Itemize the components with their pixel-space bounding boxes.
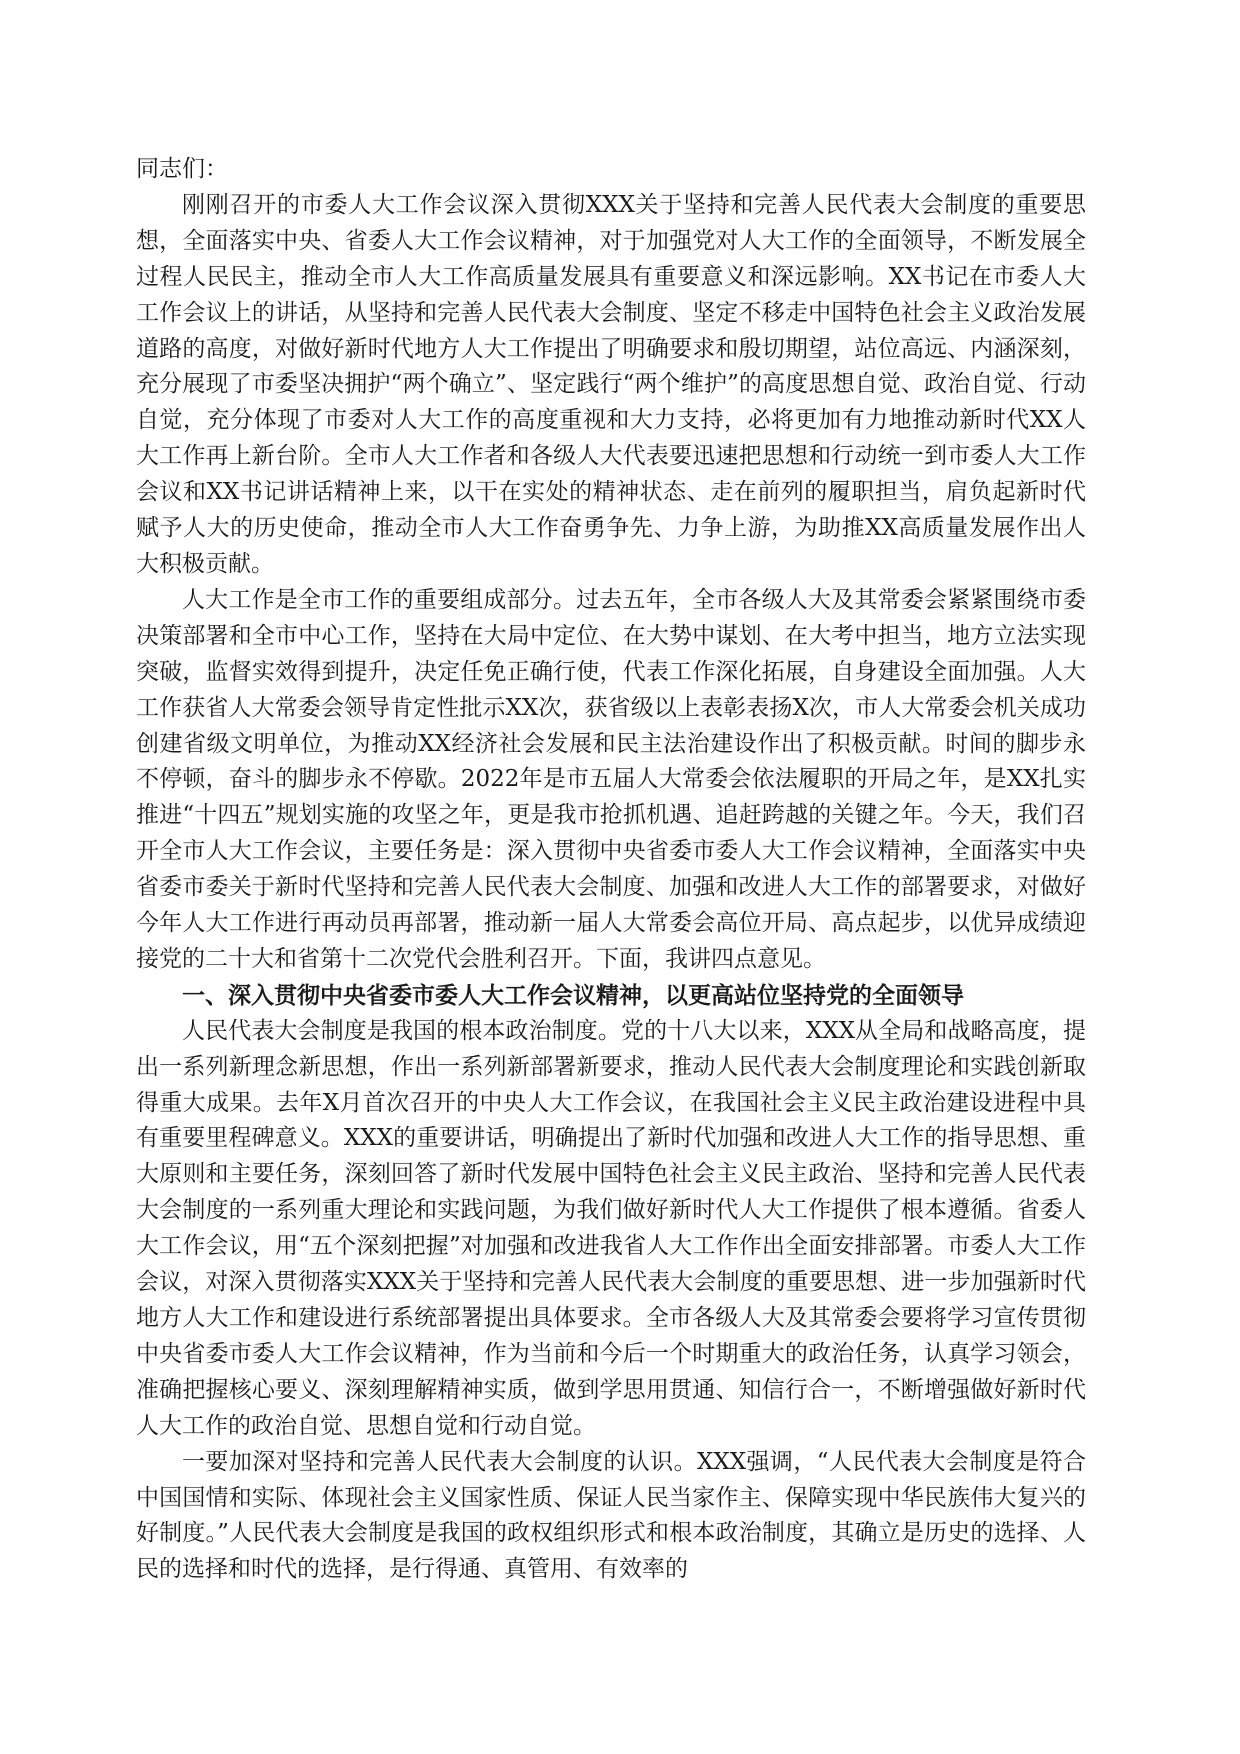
document-body	[136, 152, 1086, 1588]
salutation: 同志们：	[136, 156, 228, 182]
section-heading-1: 一、深入贯彻中央省委市委人大工作会议精神，以更高站位坚持党的全面领导	[182, 981, 964, 1009]
paragraph-review: 人大工作是全市工作的重要组成部分。过去五年，全市各级人大及其常委会紧紧围绕市委决策部署和全市中心工作，坚持在大局中定位、在大势中谋划、在大考中担当，地方立法实现突破，监督实效得到提升，决定任免正确行使，代表工作深化拓展，自身建设全面加强。人大工作获省人大常委会领导肯定性批示XX次，获省级以上表彰表扬X次，市人大常委会机关成功创建省级文明单位，为推动XX经济社会发展和民主法治建设作出了积极贡献。时间的脚步永不停顿，奋斗的脚步永不停歇。2022年是市五届人大常委会依法履职的开局之年，是XX扎实推进“十四五”规划实施的攻坚之年，更是我市抢抓机遇、追赶跨越的关键之年。今天，我们召开全市人大工作会议，主要任务是：深入贯彻中央省委市委人大工作会议精神，全面落实中央省委市委关于新时代坚持和完善人民代表大会制度、加强和改进人大工作的部署要求，对做好今年人大工作进行再动员再部署，推动新一届人大常委会高位开局、高点起步，以优异成绩迎接党的二十大和省第十二次党代会胜利召开。下面，我讲四点意见。	[136, 586, 1086, 972]
paragraph-point-1: 一要加深对坚持和完善人民代表大会制度的认识。XXX强调，“人民代表大会制度是符合中国国情和实际、体现社会主义国家性质、保证人民当家作主、保障实现中华民族伟大复兴的好制度。”人民代表大会制度是我国的政权组织形式和根本政治制度，其确立是历史的选择、人民的选择和时代的选择，是行得通、真管用、有效率的	[136, 1448, 1086, 1583]
paragraph-opening: 刚刚召开的市委人大工作会议深入贯彻XXX关于坚持和完善人民代表大会制度的重要思想，全面落实中央、省委人大工作会议精神，对于加强党对人大工作的全面领导，不断发展全过程人民民主，推动全市人大工作高质量发展具有重要意义和深远影响。XX书记在市委人大工作会议上的讲话，从坚持和完善人民代表大会制度、坚定不移走中国特色社会主义政治发展道路的高度，对做好新时代地方人大工作提出了明确要求和殷切期望，站位高远、内涵深刻，充分展现了市委坚决拥护“两个确立”、坚定践行“两个维护”的高度思想自觉、政治自觉、行动自觉，充分体现了市委对人大工作的高度重视和大力支持，必将更加有力地推动新时代XX人大工作再上新台阶。全市人大工作者和各级人大代表要迅速把思想和行动统一到市委人大工作会议和XX书记讲话精神上来，以干在实处的精神状态、走在前列的履职担当，肩负起新时代赋予人大的历史使命，推动全市人大工作奋勇争先、力争上游，为助推XX高质量发展作出人大积极贡献。	[136, 191, 1086, 577]
paragraph-section-1: 人民代表大会制度是我国的根本政治制度。党的十八大以来，XXX从全局和战略高度，提出一系列新理念新思想，作出一系列新部署新要求，推动人民代表大会制度理论和实践创新取得重大成果。去年X月首次召开的中央人大工作会议，在我国社会主义民主政治建设进程中具有重要里程碑意义。XXX的重要讲话，明确提出了新时代加强和改进人大工作的指导思想、重大原则和主要任务，深刻回答了新时代发展中国特色社会主义民主政治、坚持和完善人民代表大会制度的一系列重大理论和实践问题，为我们做好新时代人大工作提供了根本遵循。省委人大工作会议，用“五个深刻把握”对加强和改进我省人大工作作出全面安排部署。市委人大工作会议，对深入贯彻落实XXX关于坚持和完善人民代表大会制度的重要思想、进一步加强新时代地方人大工作和建设进行系统部署提出具体要求。全市各级人大及其常委会要将学习宣传贯彻中央省委市委人大工作会议精神，作为当前和今后一个时期重大的政治任务，认真学习领会，准确把握核心要义、深刻理解精神实质，做到学思用贯通、知信行合一，不断增强做好新时代人大工作的政治自觉、思想自觉和行动自觉。	[136, 1017, 1086, 1439]
